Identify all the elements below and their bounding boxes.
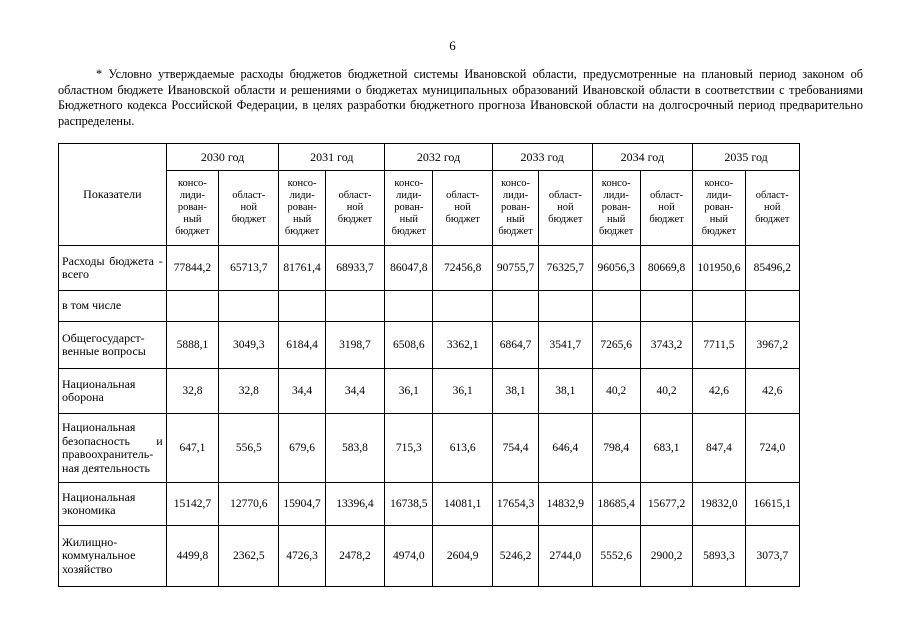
- row-label: Жилищно-коммунальное хозяйство: [59, 526, 167, 587]
- row-label: в том числе: [59, 291, 167, 322]
- table-cell: [279, 291, 325, 322]
- table-cell: 68933,7: [325, 246, 384, 291]
- table-cell: 81761,4: [279, 246, 325, 291]
- table-cell: 36,1: [433, 369, 492, 414]
- table-cell: 34,4: [279, 369, 325, 414]
- table-cell: 42,6: [745, 369, 799, 414]
- footnote: * Условно утверждаемые расходы бюджетов бюджетной системы Ивановской области, предусмотренные на плановый период законом об областном бюджете Ивановской области и решениями о бюджетах муниципальных образований Ивановской области в соответствии с требованиями Бюджетного кодекса Российской Федерации, в целях разработки бюджетного прогноза Ивановской области на долгосрочный период предварительно распределены.: [58, 67, 863, 128]
- table-cell: 15142,7: [166, 483, 218, 526]
- table-cell: 5246,2: [492, 526, 538, 587]
- table-cell: 34,4: [325, 369, 384, 414]
- table-cell: 90755,7: [492, 246, 538, 291]
- table-cell: 3073,7: [745, 526, 799, 587]
- regional-budget-header: област- ной бюджет: [745, 171, 799, 246]
- table-cell: 724,0: [745, 414, 799, 483]
- table-cell: 101950,6: [693, 246, 745, 291]
- indicator-column-header: Показатели: [59, 144, 167, 246]
- table-cell: 40,2: [592, 369, 640, 414]
- table-cell: 40,2: [640, 369, 692, 414]
- table-cell: [539, 291, 592, 322]
- table-cell: 679,6: [279, 414, 325, 483]
- table-cell: [693, 291, 745, 322]
- table-cell: 583,8: [325, 414, 384, 483]
- table-cell: 12770,6: [219, 483, 279, 526]
- table-cell: 5552,6: [592, 526, 640, 587]
- table-cell: 18685,4: [592, 483, 640, 526]
- table-cell: 32,8: [219, 369, 279, 414]
- regional-budget-header: област- ной бюджет: [539, 171, 592, 246]
- table-cell: 6184,4: [279, 322, 325, 369]
- table-cell: 80669,8: [640, 246, 692, 291]
- table-cell: 647,1: [166, 414, 218, 483]
- table-cell: 556,5: [219, 414, 279, 483]
- table-cell: 847,4: [693, 414, 745, 483]
- table-cell: 3967,2: [745, 322, 799, 369]
- table-cell: 754,4: [492, 414, 538, 483]
- table-row: [59, 369, 800, 414]
- consolidated-budget-header: консо- лиди- рован- ный бюджет: [385, 171, 433, 246]
- row-label: Национальная безопасность и правоохранитель-ная деятельность: [59, 414, 167, 483]
- table-cell: 3362,1: [433, 322, 492, 369]
- table-cell: 16738,5: [385, 483, 433, 526]
- row-label: Национальная экономика: [59, 483, 167, 526]
- table-cell: 16615,1: [745, 483, 799, 526]
- regional-budget-header: област- ной бюджет: [219, 171, 279, 246]
- table-cell: 14832,9: [539, 483, 592, 526]
- table-cell: [592, 291, 640, 322]
- table-cell: 2362,5: [219, 526, 279, 587]
- table-cell: 15677,2: [640, 483, 692, 526]
- row-label: Национальная оборона: [59, 369, 167, 414]
- table-cell: [492, 291, 538, 322]
- year-header: 2032 год: [385, 144, 493, 171]
- regional-budget-header: област- ной бюджет: [433, 171, 492, 246]
- table-cell: 96056,3: [592, 246, 640, 291]
- year-header: 2030 год: [166, 144, 279, 171]
- consolidated-budget-header: консо- лиди- рован- ный бюджет: [279, 171, 325, 246]
- page-number: 6: [449, 38, 456, 53]
- year-header: 2033 год: [492, 144, 592, 171]
- table-cell: 72456,8: [433, 246, 492, 291]
- table-cell: [745, 291, 799, 322]
- table-cell: 3049,3: [219, 322, 279, 369]
- table-cell: 38,1: [492, 369, 538, 414]
- table-cell: 86047,8: [385, 246, 433, 291]
- table-cell: 798,4: [592, 414, 640, 483]
- table-cell: 2744,0: [539, 526, 592, 587]
- table-cell: [166, 291, 218, 322]
- consolidated-budget-header: консо- лиди- рован- ный бюджет: [492, 171, 538, 246]
- year-header: 2035 год: [693, 144, 800, 171]
- table-row: [59, 246, 800, 291]
- table-cell: 76325,7: [539, 246, 592, 291]
- table-cell: 3198,7: [325, 322, 384, 369]
- table-cell: 4974,0: [385, 526, 433, 587]
- table-row: [59, 526, 800, 587]
- table-row: [59, 322, 800, 369]
- table-cell: [325, 291, 384, 322]
- regional-budget-header: област- ной бюджет: [640, 171, 692, 246]
- table-cell: 32,8: [166, 369, 218, 414]
- year-header: 2031 год: [279, 144, 385, 171]
- table-cell: [640, 291, 692, 322]
- table-cell: [219, 291, 279, 322]
- table-header-row: [59, 144, 800, 171]
- table-cell: 77844,2: [166, 246, 218, 291]
- table-cell: 3541,7: [539, 322, 592, 369]
- table-cell: 14081,1: [433, 483, 492, 526]
- table-cell: 4499,8: [166, 526, 218, 587]
- consolidated-budget-header: консо- лиди- рован- ный бюджет: [592, 171, 640, 246]
- table-cell: 85496,2: [745, 246, 799, 291]
- consolidated-budget-header: консо- лиди- рован- ный бюджет: [166, 171, 218, 246]
- table-cell: 15904,7: [279, 483, 325, 526]
- table-cell: 5893,3: [693, 526, 745, 587]
- table-cell: 3743,2: [640, 322, 692, 369]
- table-subheader-row: [59, 171, 800, 246]
- row-label: Расходы бюджета - всего: [59, 246, 167, 291]
- table-cell: 17654,3: [492, 483, 538, 526]
- table-row: [59, 291, 800, 322]
- table-cell: 13396,4: [325, 483, 384, 526]
- table-cell: 65713,7: [219, 246, 279, 291]
- table-cell: 715,3: [385, 414, 433, 483]
- table-cell: 6864,7: [492, 322, 538, 369]
- table-cell: 2604,9: [433, 526, 492, 587]
- year-header: 2034 год: [592, 144, 693, 171]
- budget-table: [58, 143, 800, 587]
- table-row: [59, 483, 800, 526]
- regional-budget-header: област- ной бюджет: [325, 171, 384, 246]
- table-cell: 6508,6: [385, 322, 433, 369]
- table-cell: 2478,2: [325, 526, 384, 587]
- table-cell: 7265,6: [592, 322, 640, 369]
- table-cell: [433, 291, 492, 322]
- table-cell: 646,4: [539, 414, 592, 483]
- table-cell: 42,6: [693, 369, 745, 414]
- table-cell: 4726,3: [279, 526, 325, 587]
- consolidated-budget-header: консо- лиди- рован- ный бюджет: [693, 171, 745, 246]
- table-row: [59, 414, 800, 483]
- table-cell: [385, 291, 433, 322]
- table-cell: 7711,5: [693, 322, 745, 369]
- table-cell: 38,1: [539, 369, 592, 414]
- table-cell: 2900,2: [640, 526, 692, 587]
- table-cell: 683,1: [640, 414, 692, 483]
- row-label: Общегосударст-венные вопросы: [59, 322, 167, 369]
- table-cell: 613,6: [433, 414, 492, 483]
- table-cell: 5888,1: [166, 322, 218, 369]
- table-cell: 19832,0: [693, 483, 745, 526]
- table-cell: 36,1: [385, 369, 433, 414]
